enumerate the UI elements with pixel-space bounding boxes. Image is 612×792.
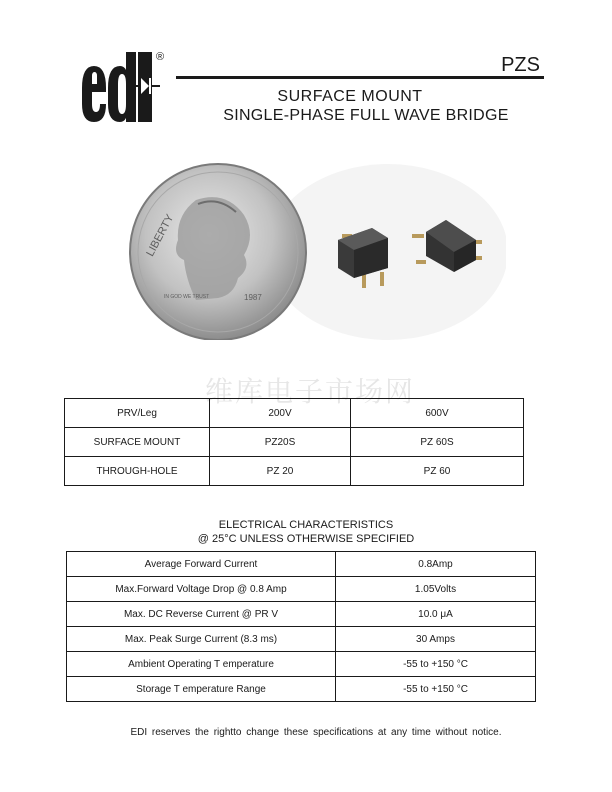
value-cell: -55 to +150 °C bbox=[336, 677, 536, 702]
ratings-table bbox=[64, 398, 524, 486]
electrical-table bbox=[66, 551, 536, 702]
value-cell: 30 Amps bbox=[336, 627, 536, 652]
value-cell: 1.05Volts bbox=[336, 577, 536, 602]
table-cell: SURFACE MOUNT bbox=[65, 428, 210, 457]
table-header-cell: 200V bbox=[210, 399, 351, 428]
table-row bbox=[65, 399, 524, 428]
coin-motto-text: IN GOD WE TRUST bbox=[164, 294, 210, 300]
value-cell: -55 to +150 °C bbox=[336, 652, 536, 677]
footer-notice: EDI reserves the rightto change these specifications at any time without notice. bbox=[130, 727, 502, 738]
title-line-1: SURFACE MOUNT bbox=[277, 88, 423, 105]
parameter-cell: Storage T emperature Range bbox=[67, 677, 336, 702]
electrical-heading-line-2: @ 25°C UNLESS OTHERWISE SPECIFIED bbox=[197, 533, 415, 545]
table-row bbox=[67, 577, 536, 602]
model-number: PZS bbox=[501, 54, 540, 76]
table-cell: PZ 60S bbox=[351, 428, 524, 457]
table-cell: PZ 60 bbox=[351, 457, 524, 486]
table-row bbox=[67, 677, 536, 702]
table-header-cell: 600V bbox=[351, 399, 524, 428]
parameter-cell: Ambient Operating T emperature bbox=[67, 652, 336, 677]
parameter-cell: Max. DC Reverse Current @ PR V bbox=[67, 602, 336, 627]
electrical-heading-line-1: ELECTRICAL CHARACTERISTICS bbox=[218, 519, 394, 531]
product-photo bbox=[126, 160, 506, 340]
parameter-cell: Average Forward Current bbox=[67, 552, 336, 577]
table-row bbox=[65, 428, 524, 457]
table-cell: PZ20S bbox=[210, 428, 351, 457]
table-row bbox=[67, 627, 536, 652]
table-row bbox=[67, 602, 536, 627]
table-row bbox=[67, 552, 536, 577]
dime-coin bbox=[130, 164, 306, 340]
value-cell: 10.0 μA bbox=[336, 602, 536, 627]
value-cell: 0.8Amp bbox=[336, 552, 536, 577]
coin-year-text: 1987 bbox=[244, 293, 262, 302]
table-cell: THROUGH-HOLE bbox=[65, 457, 210, 486]
parameter-cell: Max.Forward Voltage Drop @ 0.8 Amp bbox=[67, 577, 336, 602]
parameter-cell: Max. Peak Surge Current (8.3 ms) bbox=[67, 627, 336, 652]
table-cell: PZ 20 bbox=[210, 457, 351, 486]
table-row bbox=[67, 652, 536, 677]
registered-mark: ® bbox=[156, 51, 165, 63]
title-line-2: SINGLE-PHASE FULL WAVE BRIDGE bbox=[223, 107, 509, 124]
header-rule bbox=[176, 76, 544, 79]
table-header-cell: PRV/Leg bbox=[65, 399, 210, 428]
coin-liberty-text: LIBERTY bbox=[144, 212, 177, 259]
table-row bbox=[65, 457, 524, 486]
watermark-text: 维库电子市场网 bbox=[204, 375, 415, 408]
